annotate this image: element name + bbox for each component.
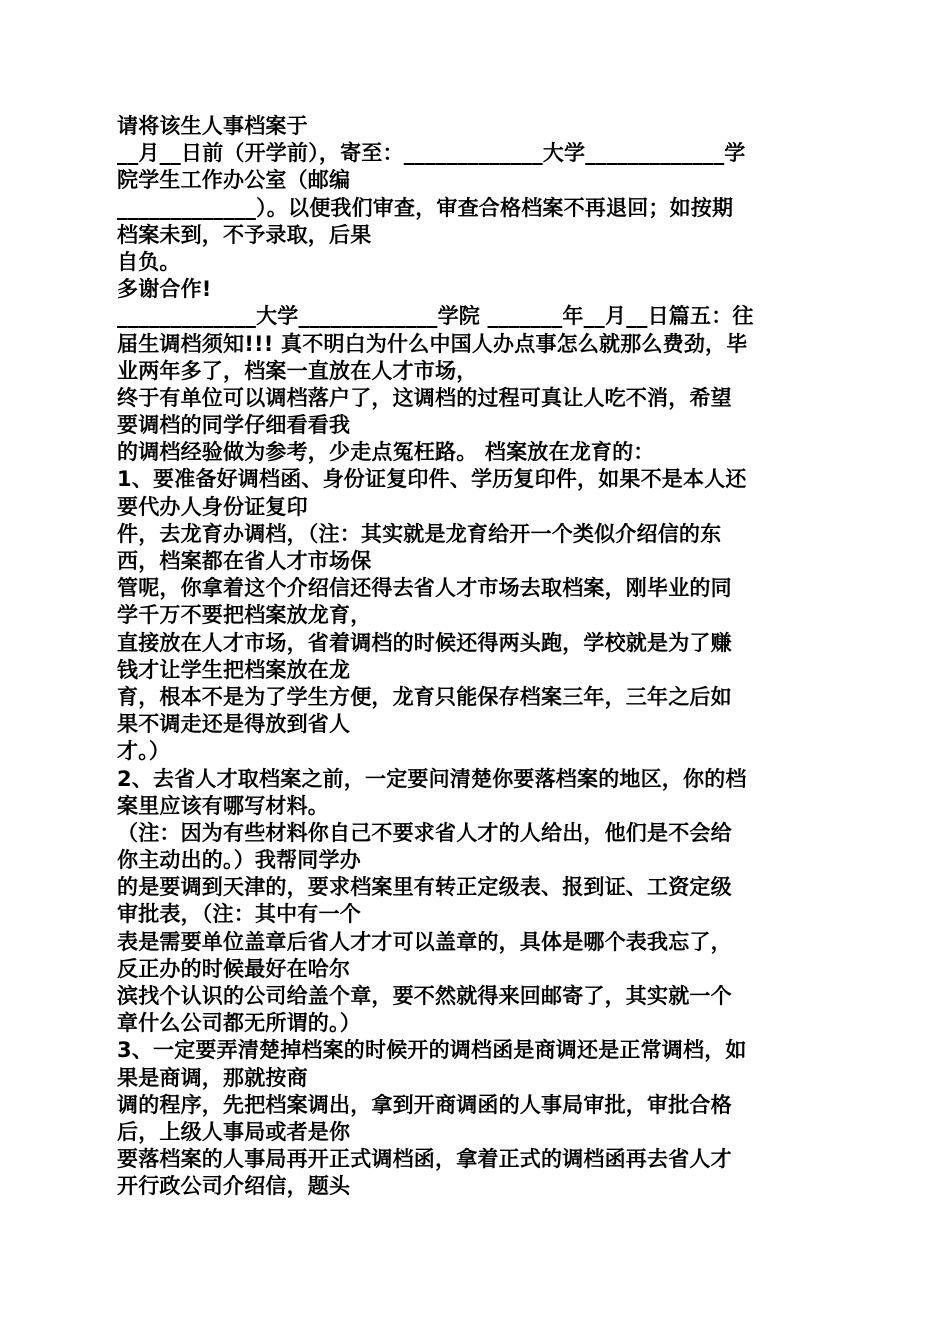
text-line: 2、去省人才取档案之前，一定要问清楚你要落档案的地区，你的档 (117, 766, 747, 791)
text-line: 调的程序，先把档案调出，拿到开商调函的人事局审批，审批合格 (117, 1092, 732, 1117)
text-line: __月__日前（开学前），寄至：_____________大学_____________学 (117, 141, 746, 166)
text-line: 3、一定要弄清楚掉档案的时候开的调档函是商调还是正常调档，如 (117, 1038, 747, 1063)
text-line: _____________大学_____________学院 _______年__月__日篇五：往 (117, 304, 754, 329)
text-line: 件，去龙育办调档，（注：其实就是龙育给开一个类似介绍信的东 (117, 521, 722, 546)
text-line: 反正办的时候最好在哈尔 (117, 956, 351, 981)
text-line: 育，根本不是为了学生方便，龙育只能保存档案三年，三年之后如 (117, 684, 732, 709)
text-line: 业两年多了，档案一直放在人才市场， (117, 358, 478, 383)
text-line: 的是要调到天津的，要求档案里有转正定级表、报到证、工资定级 (117, 875, 732, 900)
text-line: 届生调档须知!!! 真不明白为什么中国人办点事怎么就那么费劲，毕 (117, 331, 748, 356)
text-line: 要落档案的人事局再开正式调档函，拿着正式的调档函再去省人才 (117, 1147, 732, 1172)
text-line: 终于有单位可以调档落户了，这调档的过程可真让人吃不消，希望 (117, 385, 732, 410)
text-line: 果不调走还是得放到省人 (117, 712, 351, 737)
text-line: 案里应该有哪写材料。 (117, 793, 329, 818)
text-line: 才。） (117, 739, 171, 764)
text-line: _____________）。以便我们审查，审查合格档案不再退回；如按期 (117, 195, 734, 220)
text-line: 审批表，（注：其中有一个 (117, 902, 361, 927)
text-line: 的调档经验做为参考，少走点冤枉路。 档案放在龙育的： (117, 440, 655, 465)
text-line: 要调档的同学仔细看看我 (117, 413, 351, 438)
text-line: 滨找个认识的公司给盖个章，要不然就得来回邮寄了，其实就一个 (117, 984, 732, 1008)
text-line: 钱才让学生把档案放在龙 (117, 657, 351, 682)
text-line: 后，上级人事局或者是你 (117, 1119, 351, 1144)
document-body-text (117, 113, 837, 1201)
text-line: 果是商调，那就按商 (117, 1065, 308, 1090)
text-line: 开行政公司介绍信，题头 (117, 1174, 351, 1199)
text-line: 西，档案都在省人才市场保 (117, 549, 372, 573)
text-line: （注：因为有些材料你自己不要求省人才的人给出，他们是不会给 (117, 820, 732, 845)
text-line: 你主动出的。）我帮同学办 (117, 848, 361, 873)
text-line: 院学生工作办公室（邮编 (117, 168, 351, 193)
text-line: 自负。 (117, 249, 181, 274)
text-line: 档案未到，不予录取，后果 (117, 222, 372, 247)
text-line: 表是需要单位盖章后省人才才可以盖章的，具体是哪个表我忘了， (117, 929, 732, 954)
text-line: 管呢，你拿着这个介绍信还得去省人才市场去取档案，刚毕业的同 (117, 576, 732, 601)
text-line: 要代办人身份证复印 (117, 494, 308, 519)
text-line: 请将该生人事档案于 (117, 114, 308, 138)
text-line: 多谢合作! (117, 277, 212, 302)
text-line: 学千万不要把档案放龙育， (117, 603, 372, 628)
text-line: 直接放在人才市场，省着调档的时候还得两头跑，学校就是为了赚 (117, 630, 732, 655)
text-line: 1、要准备好调档函、身份证复印件、学历复印件，如果不是本人还 (117, 467, 747, 492)
text-line: 章什么公司都无所谓的。） (117, 1011, 361, 1036)
